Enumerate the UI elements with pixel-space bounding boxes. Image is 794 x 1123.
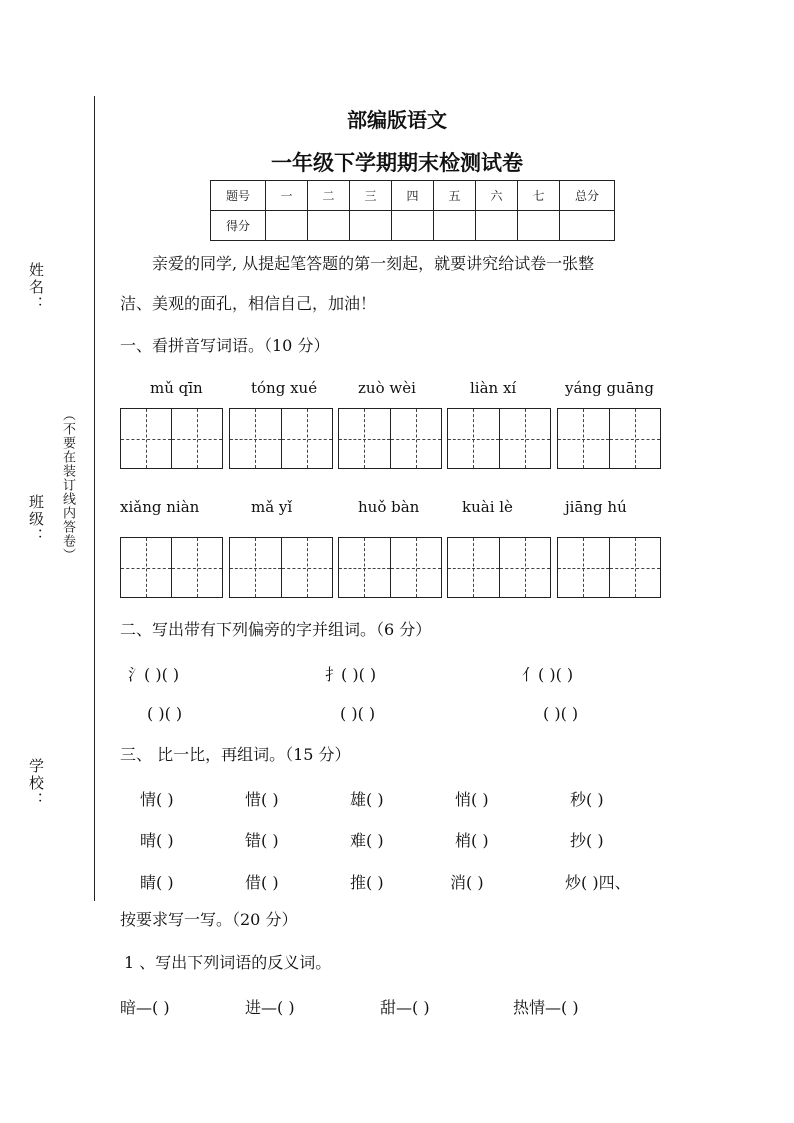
pinyin-label: zuò wèi (358, 379, 416, 397)
radical-blank[interactable]: 扌( )( ) (325, 665, 377, 684)
compare-blank[interactable]: 惜( ) (245, 790, 279, 809)
score-cell-header: 三 (350, 181, 392, 211)
class-label: 班级： (27, 494, 45, 545)
radical-blank[interactable]: 氵( )( ) (128, 665, 180, 684)
binding-note: （不要在装订线内答卷） (60, 408, 75, 562)
score-cell-header: 七 (518, 181, 560, 211)
compare-blank[interactable]: 梢( ) (455, 831, 489, 850)
antonym-blank[interactable]: 进—( ) (245, 998, 295, 1017)
compare-blank[interactable]: 借( ) (245, 873, 279, 892)
writing-grid[interactable] (229, 537, 333, 598)
antonym-blank[interactable]: 暗—( ) (120, 998, 170, 1017)
pinyin-label: kuài lè (462, 498, 513, 516)
radical-blank[interactable]: ( )( ) (340, 704, 376, 723)
compare-blank[interactable]: 抄( ) (570, 831, 604, 850)
school-label: 学校： (27, 758, 45, 809)
compare-blank[interactable]: 睛( ) (140, 873, 174, 892)
score-table-header-row (211, 181, 615, 211)
section4-sub1: 1 、写出下列词语的反义词。 (124, 953, 332, 972)
writing-grid[interactable] (447, 537, 551, 598)
pinyin-label: tóng xué (251, 379, 318, 397)
compare-blank[interactable]: 推( ) (350, 873, 384, 892)
pinyin-label: mǎ yǐ (251, 498, 293, 516)
score-cell-header: 六 (476, 181, 518, 211)
pinyin-label: xiǎng niàn (120, 498, 200, 516)
section3-heading: 三、 比一比，再组词。（15 分） (120, 745, 351, 764)
writing-grid[interactable] (229, 408, 333, 469)
name-label: 姓名： (27, 262, 45, 313)
writing-grid[interactable] (557, 537, 661, 598)
score-cell-header: 一 (266, 181, 308, 211)
score-cell-label: 题号 (211, 181, 266, 211)
compare-blank[interactable]: 错( ) (245, 831, 279, 850)
intro-line-1: 亲爱的同学, 从提起笔答题的第一刻起，就要讲究给试卷一张整 (152, 254, 595, 273)
pinyin-label: huǒ bàn (358, 498, 420, 516)
compare-blank[interactable]: 难( ) (350, 831, 384, 850)
score-cell-blank[interactable] (308, 211, 350, 241)
score-table (210, 180, 615, 241)
score-cell-blank[interactable] (434, 211, 476, 241)
radical-blank[interactable]: ( )( ) (147, 704, 183, 723)
section4-heading: 按要求写一写。（20 分） (120, 910, 298, 929)
section1-heading: 一、看拼音写词语。（10 分） (120, 336, 330, 355)
score-cell-label: 得分 (211, 211, 266, 241)
score-cell-blank[interactable] (560, 211, 615, 241)
compare-blank[interactable]: 情( ) (140, 790, 174, 809)
score-cell-header: 二 (308, 181, 350, 211)
score-cell-header: 五 (434, 181, 476, 211)
writing-grid[interactable] (120, 537, 223, 598)
page-subtitle: 一年级下学期期末检测试卷 (271, 150, 523, 175)
pinyin-label: mǔ qīn (150, 379, 203, 397)
antonym-blank[interactable]: 热情—( ) (513, 998, 579, 1017)
compare-blank[interactable]: 消( ) (450, 873, 484, 892)
writing-grid[interactable] (447, 408, 551, 469)
score-cell-blank[interactable] (392, 211, 434, 241)
radical-blank[interactable]: 亻( )( ) (522, 665, 574, 684)
antonym-blank[interactable]: 甜—( ) (380, 998, 430, 1017)
score-cell-blank[interactable] (518, 211, 560, 241)
writing-grid[interactable] (557, 408, 661, 469)
intro-line-2: 洁、美观的面孔，相信自己，加油！ (120, 294, 377, 313)
score-cell-header: 四 (392, 181, 434, 211)
compare-blank[interactable]: 雄( ) (350, 790, 384, 809)
compare-blank[interactable]: 秒( ) (570, 790, 604, 809)
score-cell-blank[interactable] (266, 211, 308, 241)
score-cell-blank[interactable] (350, 211, 392, 241)
compare-blank[interactable]: 炒( )四、 (565, 873, 631, 892)
score-table-score-row (211, 211, 615, 241)
radical-blank[interactable]: ( )( ) (543, 704, 579, 723)
writing-grid[interactable] (120, 408, 223, 469)
pinyin-label: yáng guāng (565, 379, 654, 397)
binding-line (94, 96, 95, 901)
compare-blank[interactable]: 悄( ) (455, 790, 489, 809)
writing-grid[interactable] (338, 408, 442, 469)
score-cell-header: 总分 (560, 181, 615, 211)
compare-blank[interactable]: 晴( ) (140, 831, 174, 850)
pinyin-label: liàn xí (470, 379, 517, 397)
score-cell-blank[interactable] (476, 211, 518, 241)
pinyin-label: jiāng hú (565, 498, 627, 516)
page-title: 部编版语文 (347, 108, 447, 132)
writing-grid[interactable] (338, 537, 442, 598)
section2-heading: 二、写出带有下列偏旁的字并组词。（6 分） (120, 620, 432, 639)
